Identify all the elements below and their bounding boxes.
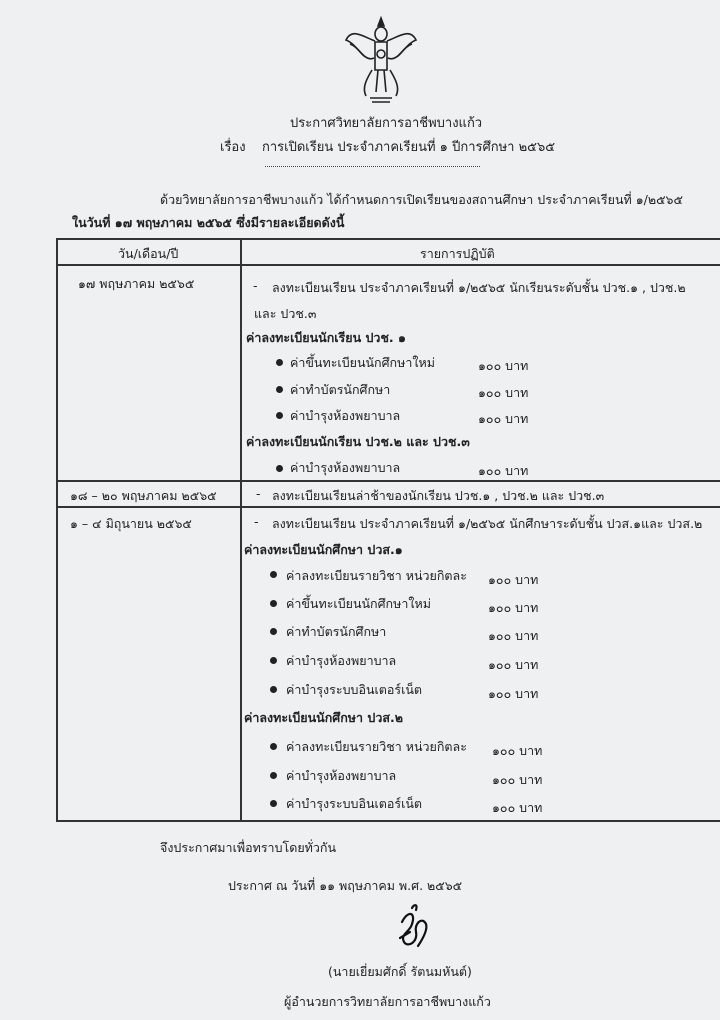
fee-group-title: ค่าลงทะเบียนนักศึกษา ปวส.๒	[244, 710, 403, 725]
fee-item-label: ค่าบำรุงระบบอินเตอร์เน็ต	[286, 796, 423, 811]
bullet-icon	[270, 800, 277, 807]
row-lead: ลงทะเบียนเรียน ประจำภาคเรียนที่ ๑/๒๕๖๕ นักเรียนระดับชั้น ปวช.๑ , ปวช.๒	[272, 280, 686, 295]
fee-item-label: ค่าบำรุงห้องพยาบาล	[290, 408, 401, 423]
fee-item-label: ค่าลงทะเบียนรายวิชา หน่วยกิตละ	[286, 568, 467, 583]
bullet-icon	[270, 743, 277, 750]
closing-text: จึงประกาศมาเพื่อทราบโดยทั่วกัน	[160, 840, 337, 855]
signer-title: ผู้อำนวยการวิทยาลัยการอาชีพบางแก้ว	[284, 994, 491, 1009]
bullet-icon	[270, 686, 277, 693]
row-lead: ลงทะเบียนเรียนล่าช้าของนักเรียน ปวช.๑ , ปวช.๒ และ ปวช.๓	[272, 488, 605, 503]
row-date: ๑ – ๔ มิถุนายน ๒๕๖๕	[70, 516, 192, 531]
column-header-date: วัน/เดือน/ปี	[118, 246, 179, 261]
fee-item-amount: ๑๐๐ บาท	[478, 358, 529, 373]
bullet-icon	[276, 359, 283, 366]
fee-item-label: ค่าทำบัตรนักศึกษา	[286, 624, 387, 639]
fee-item-amount: ๑๐๐ บาท	[492, 743, 543, 758]
bullet-icon	[270, 600, 277, 607]
fee-item-label: ค่าลงทะเบียนรายวิชา หน่วยกิตละ	[286, 739, 467, 754]
subject-text: การเปิดเรียน ประจำภาคเรียนที่ ๑ ปีการศึกษา ๒๕๖๕	[262, 140, 556, 155]
row-dash: -	[254, 514, 259, 529]
fee-item-label: ค่าบำรุงห้องพยาบาล	[286, 768, 397, 783]
fee-item-label: ค่าทำบัตรนักศึกษา	[290, 382, 391, 397]
signer-name: (นายเยี่ยมศักดิ์ รัตนมหันต์)	[328, 964, 472, 979]
fee-item-amount: ๑๐๐ บาท	[492, 800, 543, 815]
intro-line-2: ในวันที่ ๑๗ พฤษภาคม ๒๕๖๕ ซึ่งมีรายละเอียดดังนี้	[72, 215, 345, 230]
signature-icon	[392, 902, 436, 956]
fee-group-title: ค่าลงทะเบียนนักศึกษา ปวส.๑	[244, 542, 403, 557]
divider-dotted	[265, 166, 480, 167]
bullet-icon	[276, 465, 283, 472]
fee-group-title: ค่าลงทะเบียนนักเรียน ปวช.๒ และ ปวช.๓	[246, 434, 470, 449]
column-header-detail: รายการปฏิบัติ	[420, 246, 495, 261]
fee-item-label: ค่าขึ้นทะเบียนนักศึกษาใหม่	[290, 355, 435, 370]
fee-item-amount: ๑๐๐ บาท	[478, 463, 529, 478]
row-lead-continued: และ ปวช.๓	[254, 306, 317, 321]
row-date: ๑๘ – ๒๐ พฤษภาคม ๒๕๖๕	[70, 488, 217, 503]
bullet-icon	[270, 628, 277, 635]
fee-group-title: ค่าลงทะเบียนนักเรียน ปวช. ๑	[246, 330, 406, 345]
intro-line-1: ด้วยวิทยาลัยการอาชีพบางแก้ว ได้กำหนดการเปิดเรียนของสถานศึกษา ประจำภาคเรียนที่ ๑/๒๕๖๕	[160, 192, 683, 207]
announcement-title: ประกาศวิทยาลัยการอาชีพบางแก้ว	[290, 116, 483, 131]
garuda-emblem-icon	[342, 14, 420, 106]
fee-item-amount: ๑๐๐ บาท	[492, 772, 543, 787]
bullet-icon	[270, 571, 277, 578]
bullet-icon	[270, 657, 277, 664]
fee-item-label: ค่าขึ้นทะเบียนนักศึกษาใหม่	[286, 596, 431, 611]
fee-item-amount: ๑๐๐ บาท	[488, 686, 539, 701]
fee-item-label: ค่าบำรุงระบบอินเตอร์เน็ต	[286, 682, 423, 697]
bullet-icon	[276, 386, 283, 393]
bullet-icon	[276, 412, 283, 419]
fee-item-amount: ๑๐๐ บาท	[478, 411, 529, 426]
subject-label: เรื่อง	[220, 140, 246, 155]
row-lead: ลงทะเบียนเรียน ประจำภาคเรียนที่ ๑/๒๕๖๕ นักศึกษาระดับชั้น ปวส.๑และ ปวส.๒	[272, 516, 703, 531]
fee-item-amount: ๑๐๐ บาท	[488, 657, 539, 672]
fee-item-label: ค่าบำรุงห้องพยาบาล	[286, 653, 397, 668]
fee-item-amount: ๑๐๐ บาท	[488, 572, 539, 587]
announcement-date: ประกาศ ณ วันที่ ๑๑ พฤษภาคม พ.ศ. ๒๕๖๕	[228, 878, 463, 893]
bullet-icon	[270, 772, 277, 779]
row-dash: -	[253, 278, 258, 293]
fee-item-amount: ๑๐๐ บาท	[488, 628, 539, 643]
row-date: ๑๗ พฤษภาคม ๒๕๖๕	[78, 276, 195, 291]
fee-item-amount: ๑๐๐ บาท	[488, 600, 539, 615]
fee-item-amount: ๑๐๐ บาท	[478, 385, 529, 400]
row-dash: -	[256, 486, 261, 501]
fee-item-label: ค่าบำรุงห้องพยาบาล	[290, 460, 401, 475]
